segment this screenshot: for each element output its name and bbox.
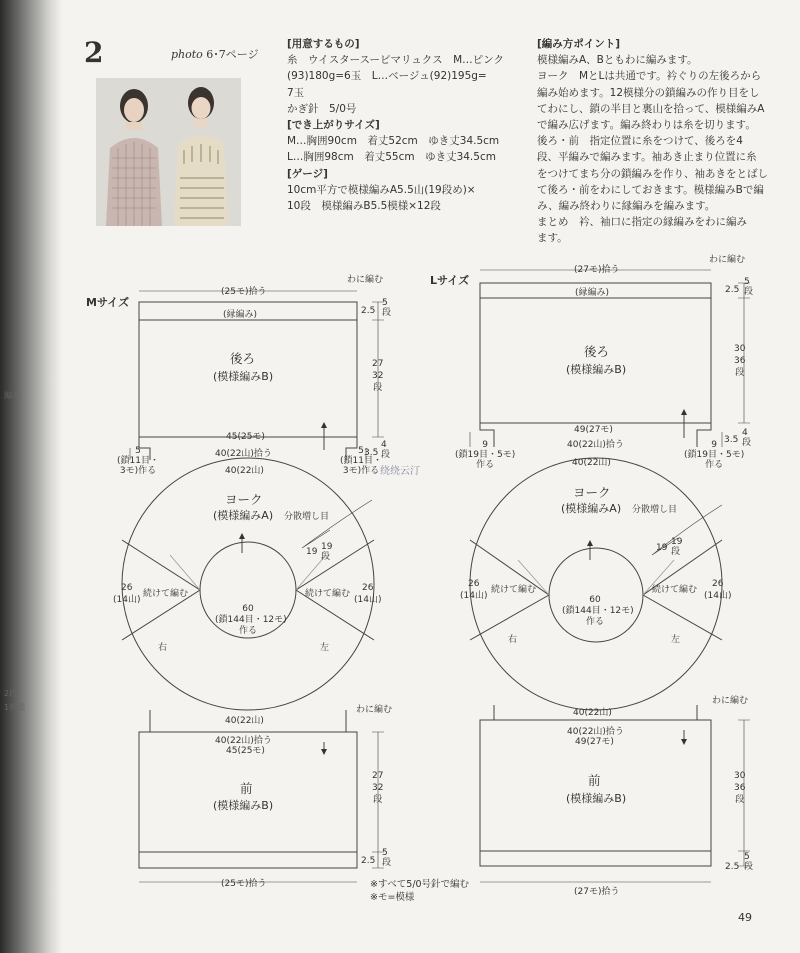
l-edge-rows-count: 5 段 [744,277,754,297]
m-edge-rows: 2.5 [361,306,376,316]
l-back-title: 後ろ [584,344,610,359]
l-size-label: Lサイズ [430,274,470,287]
photo-reference: photo 6･7ページ [171,48,259,61]
footnote: ※モ=模様 [370,892,415,903]
m-back-title: 後ろ [230,351,256,366]
m-gusset-rows-count: 4 段 [381,440,391,460]
points-line: まとめ 衿、袖口に指定の縁編みをわに編み [537,216,747,229]
m-gusset-rows: 3.5 [364,448,379,458]
m-right-label: 右 [158,643,168,653]
materials-line: 糸 ウイスタースービマリュクス M…ピンク [287,54,504,67]
m-front-edge-rows-count: 5 段 [382,848,392,868]
points-line: をつけてまち分の鎖編みを作り、袖あきをとばし [537,167,768,180]
l-back-bottom: 49(27モ) [574,425,613,435]
finished-size-line: M…胸囲90cm 着丈52cm ゆき丈34.5cm [287,135,500,148]
materials-line: 7玉 [287,86,305,99]
m-yoke-top: 40(22山) [225,466,264,476]
m-left-label: 左 [320,643,330,653]
m-gusset-right: 5 (鎖11目・ 3モ)作る [340,446,382,476]
finished-size-line: L…胸囲98cm 着丈55cm ゆき丈34.5cm [287,151,496,164]
m-gusset-left: 5 (鎖11目・ 3モ)作る [117,446,159,476]
points-heading: [編み方ポイント] [537,38,621,50]
l-bottom-pickup: (27モ)拾う [574,887,620,897]
l-in-round: わに編む [709,255,746,265]
l-gusset-right: 9 (鎖19目・5モ) 作る [684,440,745,470]
m-back-rows: 27 32 段 [372,359,384,393]
m-edge-rows-count: 5 段 [382,298,392,318]
finished-size-heading: [でき上がりサイズ] [287,119,380,132]
footnote: ※すべて5/0号針で編む [370,879,470,890]
margin-fragment: 2段 [4,689,18,698]
points-line: て後ろ・前をわにしておきます。模様編みBで編 [537,183,764,196]
points-line: てわにし、鎖の半目と裏山を拾って、模様編みA [537,102,765,115]
m-front-subtitle: (模様編みB) [213,799,274,812]
m-increase-note: 分散増し目 [284,512,330,522]
points-line: み、編み終わりに縁編みを編みます。 [537,200,716,213]
m-neck-label: 60 (鎖144目・12モ) 作る [215,604,287,636]
m-bottom-pickup: (25モ)拾う [221,879,267,889]
m-yoke-rows: 19 [306,547,318,557]
l-right-label: 右 [508,635,518,645]
m-continue-left: 続けて編む [143,589,189,599]
margin-fragment: 編み [4,391,20,400]
m-yoke-bottom: 40(22山) [225,716,264,726]
points-line: 後ろ・前 指定位置に糸をつけて、後ろを4 [537,135,743,148]
points-line: ヨーク MとLは共通です。衿ぐりの左後ろから [537,70,762,83]
l-left-label: 左 [671,635,681,645]
m-yoke-rows-count: 19 段 [321,542,333,562]
l-continue-right: 続けて編む [652,585,698,595]
l-front-in-round: わに編む [712,696,749,706]
l-front-rows: 30 36 段 [734,771,746,805]
points-line: 編み始めます。12模様分の鎖編みの作り目をし [537,86,760,99]
m-front-edge-rows: 2.5 [361,856,376,866]
l-edging-label: (縁編み) [575,288,610,298]
gauge-heading: [ゲージ] [287,167,328,180]
l-gusset-rows: 3.5 [724,435,739,445]
footnotes [370,878,469,904]
m-front-rows: 27 32 段 [372,771,384,805]
l-yoke-rows: 19 [656,543,668,553]
l-yoke-title: ヨーク [573,485,611,500]
l-front-title: 前 [588,773,601,788]
points-line: 模様編みA、Bともわに編みます。 [537,54,698,67]
l-back-subtitle: (模様編みB) [566,363,627,376]
m-back-bottom: 45(25モ) [226,432,265,442]
l-yoke-top: 40(22山) [572,458,611,468]
m-sleeve-left: 26 (14山) [113,583,141,605]
l-yoke-bottom: 40(22山) [573,708,612,718]
m-front-in-round: わに編む [356,705,393,715]
l-sleeve-right: 26 (14山) [704,579,732,601]
l-yoke-rows-count: 19 段 [671,537,683,557]
l-front-edge-rows-count: 5 段 [744,852,754,872]
materials-heading: [用意するもの] [287,38,360,50]
l-front-pickup: 40(22山)拾う [567,727,624,737]
l-yoke-pickup: 40(22山)拾う [567,440,624,450]
l-continue-left: 続けて編む [491,585,537,595]
m-front-pickup: 40(22山)拾う [215,736,272,746]
m-yoke-subtitle: (模様編みA) [213,509,274,522]
points-line: 段、平編みで編みます。袖あき止まり位置に糸 [537,151,757,164]
l-back-rows: 30 36 段 [734,344,746,378]
m-continue-right: 続けて編む [305,589,351,599]
page-number: 49 [738,911,752,924]
l-edge-rows: 2.5 [725,285,740,295]
l-yoke-subtitle: (模様編みA) [561,502,622,515]
l-front-subtitle: (模様編みB) [566,792,627,805]
pattern-number: 2 [84,36,104,69]
l-neck-label: 60 (鎖144目・12モ) 作る [562,595,634,627]
l-sleeve-left: 26 (14山) [460,579,488,601]
l-front-edge-rows: 2.5 [725,862,740,872]
l-top-pickup: (27モ)拾う [574,265,620,275]
m-sleeve-right: 26 (14山) [354,583,382,605]
points-line: ます。 [537,232,568,245]
m-in-round: わに編む [347,275,384,285]
points-line: で編み広げます。編み終わりは糸を切ります。 [537,119,756,132]
m-yoke-pickup: 40(22山)拾う [215,449,272,459]
m-back-subtitle: (模様編みB) [213,370,274,383]
m-yoke-title: ヨーク [225,492,263,507]
m-front-title: 前 [240,781,253,796]
m-edging-label: (縁編み) [223,310,258,320]
gauge-line: 10cm平方で模様編みA5.5山(19段め)× [287,183,476,196]
m-front-width: 45(25モ) [226,746,265,756]
l-front-width: 49(27モ) [575,737,614,747]
l-gusset-rows-count: 4 段 [742,428,752,448]
gauge-line: 10段 模様編みB5.5模様×12段 [287,200,441,213]
materials-line: (93)180g=6玉 L…ベージュ(92)195g= [287,70,487,83]
l-increase-note: 分散増し目 [632,505,678,515]
l-gusset-left: 9 (鎖19目・5モ) 作る [455,440,516,470]
m-top-pickup: (25モ)拾う [221,287,267,297]
margin-fragment: 1模様 [4,703,26,712]
m-size-label: Mサイズ [86,296,130,309]
watermark: 绕绕云汀 [380,466,420,477]
materials-line: かぎ針 5/0号 [287,102,357,115]
